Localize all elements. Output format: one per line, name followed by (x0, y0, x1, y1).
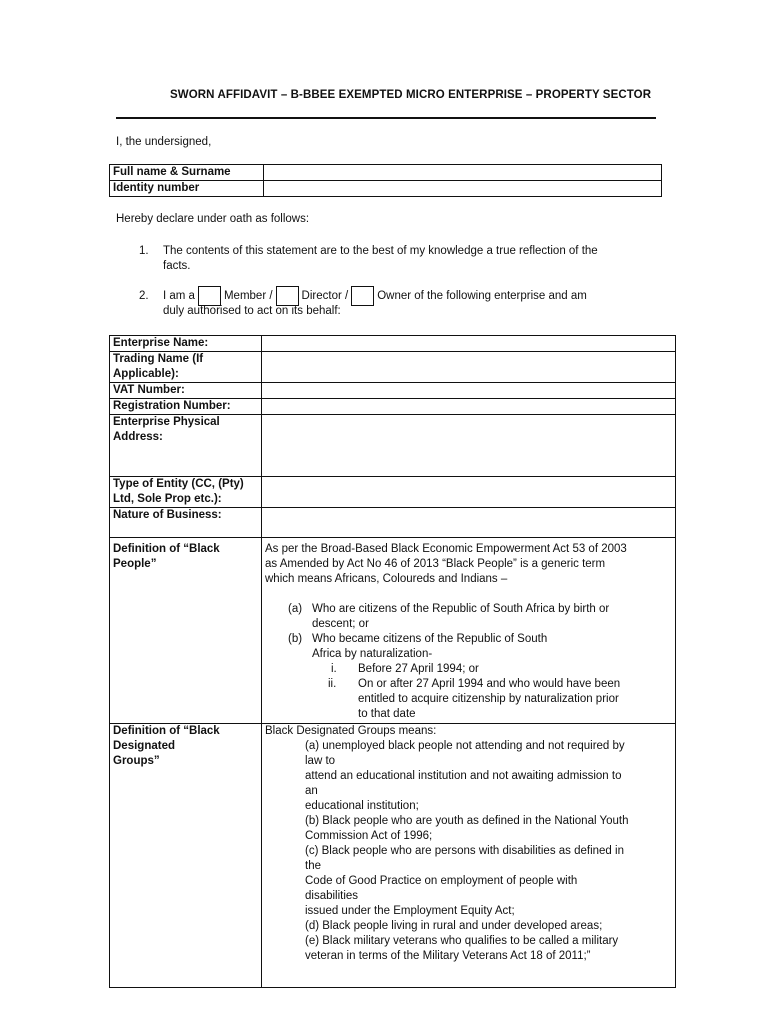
entity-type-field[interactable] (262, 477, 676, 508)
director-option-label: Director / (301, 289, 349, 302)
identity-number-label: Identity number (110, 181, 264, 197)
bp-item-ii-line-1: On or after 27 April 1994 and who would have been (358, 678, 621, 690)
dg-list (265, 739, 672, 964)
trading-name-label (110, 352, 262, 383)
item-2-line-2: duly authorised to act on its behalf: (163, 305, 341, 317)
vat-number-label: VAT Number: (110, 383, 262, 399)
dg-line: veteran in terms of the Military Veterans Act 18 of 2011;” (305, 950, 591, 962)
nature-of-business-field[interactable] (262, 508, 676, 538)
bp-item-ii-line-2: entitled to acquire citizenship by naturalization prior (358, 693, 619, 705)
full-name-label: Full name & Surname (110, 165, 264, 181)
table-row (110, 477, 676, 508)
item-2-line-1 (163, 286, 587, 306)
black-people-label-line-1: Definition of “Black (113, 543, 220, 555)
bp-item-i (265, 662, 672, 677)
bp-text-line-1: As per the Broad-Based Black Economic Empowerment Act 53 of 2003 (265, 543, 627, 555)
entity-type-label-line-2: Ltd, Sole Prop etc.): (113, 493, 222, 505)
enterprise-table (109, 335, 676, 988)
trading-name-label-line-2: Applicable): (113, 368, 179, 380)
vat-number-field[interactable] (262, 383, 676, 399)
bp-item-ii (265, 677, 672, 722)
dg-line: Commission Act of 1996; (305, 830, 433, 842)
designated-groups-label (110, 724, 262, 988)
table-row (110, 508, 676, 538)
physical-address-label-line-1: Enterprise Physical (113, 416, 220, 428)
title-divider (116, 117, 656, 119)
dg-line: (e) Black military veterans who qualifies to be called a military (305, 935, 619, 947)
dg-line: the (305, 860, 321, 872)
item-1-line-2: facts. (163, 260, 191, 272)
dg-line: Code of Good Practice on employment of people with (305, 875, 578, 887)
physical-address-label-line-2: Address: (113, 431, 163, 443)
trading-name-field[interactable] (262, 352, 676, 383)
intro-text: I, the undersigned, (116, 136, 212, 148)
registration-number-label: Registration Number: (110, 399, 262, 415)
physical-address-label (110, 415, 262, 477)
dg-line: issued under the Employment Equity Act; (305, 905, 515, 917)
table-row (110, 383, 676, 399)
black-people-label (110, 538, 262, 724)
dg-label-line-3: Groups” (113, 755, 160, 767)
trading-name-label-line-1: Trading Name (If (113, 353, 204, 365)
table-row (110, 724, 676, 988)
identity-number-field[interactable] (264, 181, 662, 197)
dg-label-line-2: Designated (113, 740, 175, 752)
black-people-label-line-2: People” (113, 558, 157, 570)
bp-item-a (265, 602, 672, 632)
dg-label-line-1: Definition of “Black (113, 725, 220, 737)
item-1-line-1: The contents of this statement are to the best of my knowledge a true reflection of the (163, 245, 598, 257)
dg-line: (c) Black people who are persons with disabilities as defined in (305, 845, 624, 857)
bp-item-ii-marker: ii. (328, 678, 337, 690)
item-2-number: 2. (139, 290, 149, 302)
dg-line: (a) unemployed black people not attending and not required by (305, 740, 625, 752)
bp-item-b-marker: (b) (288, 633, 303, 645)
director-checkbox[interactable] (276, 286, 299, 306)
table-row (110, 352, 676, 383)
item-2-prefix: I am a (163, 289, 195, 302)
dg-line: educational institution; (305, 800, 419, 812)
bp-item-a-line-1: Who are citizens of the Republic of South Africa by birth or (312, 603, 610, 615)
bp-item-b-line-1: Who became citizens of the Republic of South (312, 633, 548, 645)
item-1-number: 1. (139, 245, 149, 257)
black-people-definition (262, 538, 676, 724)
registration-number-field[interactable] (262, 399, 676, 415)
member-option-label: Member / (223, 289, 273, 302)
table-row (110, 399, 676, 415)
bp-item-i-marker: i. (331, 663, 337, 675)
table-row (110, 165, 662, 181)
physical-address-field[interactable] (262, 415, 676, 477)
dg-line: law to (305, 755, 336, 767)
table-row (110, 415, 676, 477)
dg-line: disabilities (305, 890, 359, 902)
dg-line: (d) Black people living in rural and under developed areas; (305, 920, 603, 932)
designated-groups-definition (262, 724, 676, 988)
bp-item-b-line-2: Africa by naturalization- (312, 648, 433, 660)
bp-item-a-line-2: descent; or (312, 618, 369, 630)
identity-table (109, 164, 662, 197)
dg-line: (b) Black people who are youth as defined in the National Youth (305, 815, 629, 827)
owner-option-label: Owner of the following enterprise and am (377, 289, 587, 302)
nature-of-business-label: Nature of Business: (110, 508, 262, 538)
full-name-field[interactable] (264, 165, 662, 181)
enterprise-name-label: Enterprise Name: (110, 336, 262, 352)
table-row (110, 336, 676, 352)
bp-item-a-marker: (a) (288, 603, 303, 615)
enterprise-name-field[interactable] (262, 336, 676, 352)
entity-type-label-line-1: Type of Entity (CC, (Pty) (113, 478, 244, 490)
bp-item-i-text: Before 27 April 1994; or (358, 663, 479, 675)
entity-type-label (110, 477, 262, 508)
dg-line: attend an educational institution and not awaiting admission to (305, 770, 622, 782)
bp-item-b (265, 632, 672, 662)
bp-text-line-2: as Amended by Act No 46 of 2013 “Black People” is a generic term (265, 558, 606, 570)
table-row (110, 181, 662, 197)
table-row (110, 538, 676, 724)
declaration-lead: Hereby declare under oath as follows: (116, 213, 310, 225)
dg-heading: Black Designated Groups means: (265, 725, 437, 737)
dg-line: an (305, 785, 318, 797)
bp-item-ii-line-3: to that date (358, 708, 416, 720)
document-title: SWORN AFFIDAVIT – B-BBEE EXEMPTED MICRO ENTERPRISE – PROPERTY SECTOR (170, 89, 652, 101)
member-checkbox[interactable] (198, 286, 221, 306)
owner-checkbox[interactable] (351, 286, 374, 306)
bp-text-line-3: which means Africans, Coloureds and Indians – (265, 573, 508, 585)
